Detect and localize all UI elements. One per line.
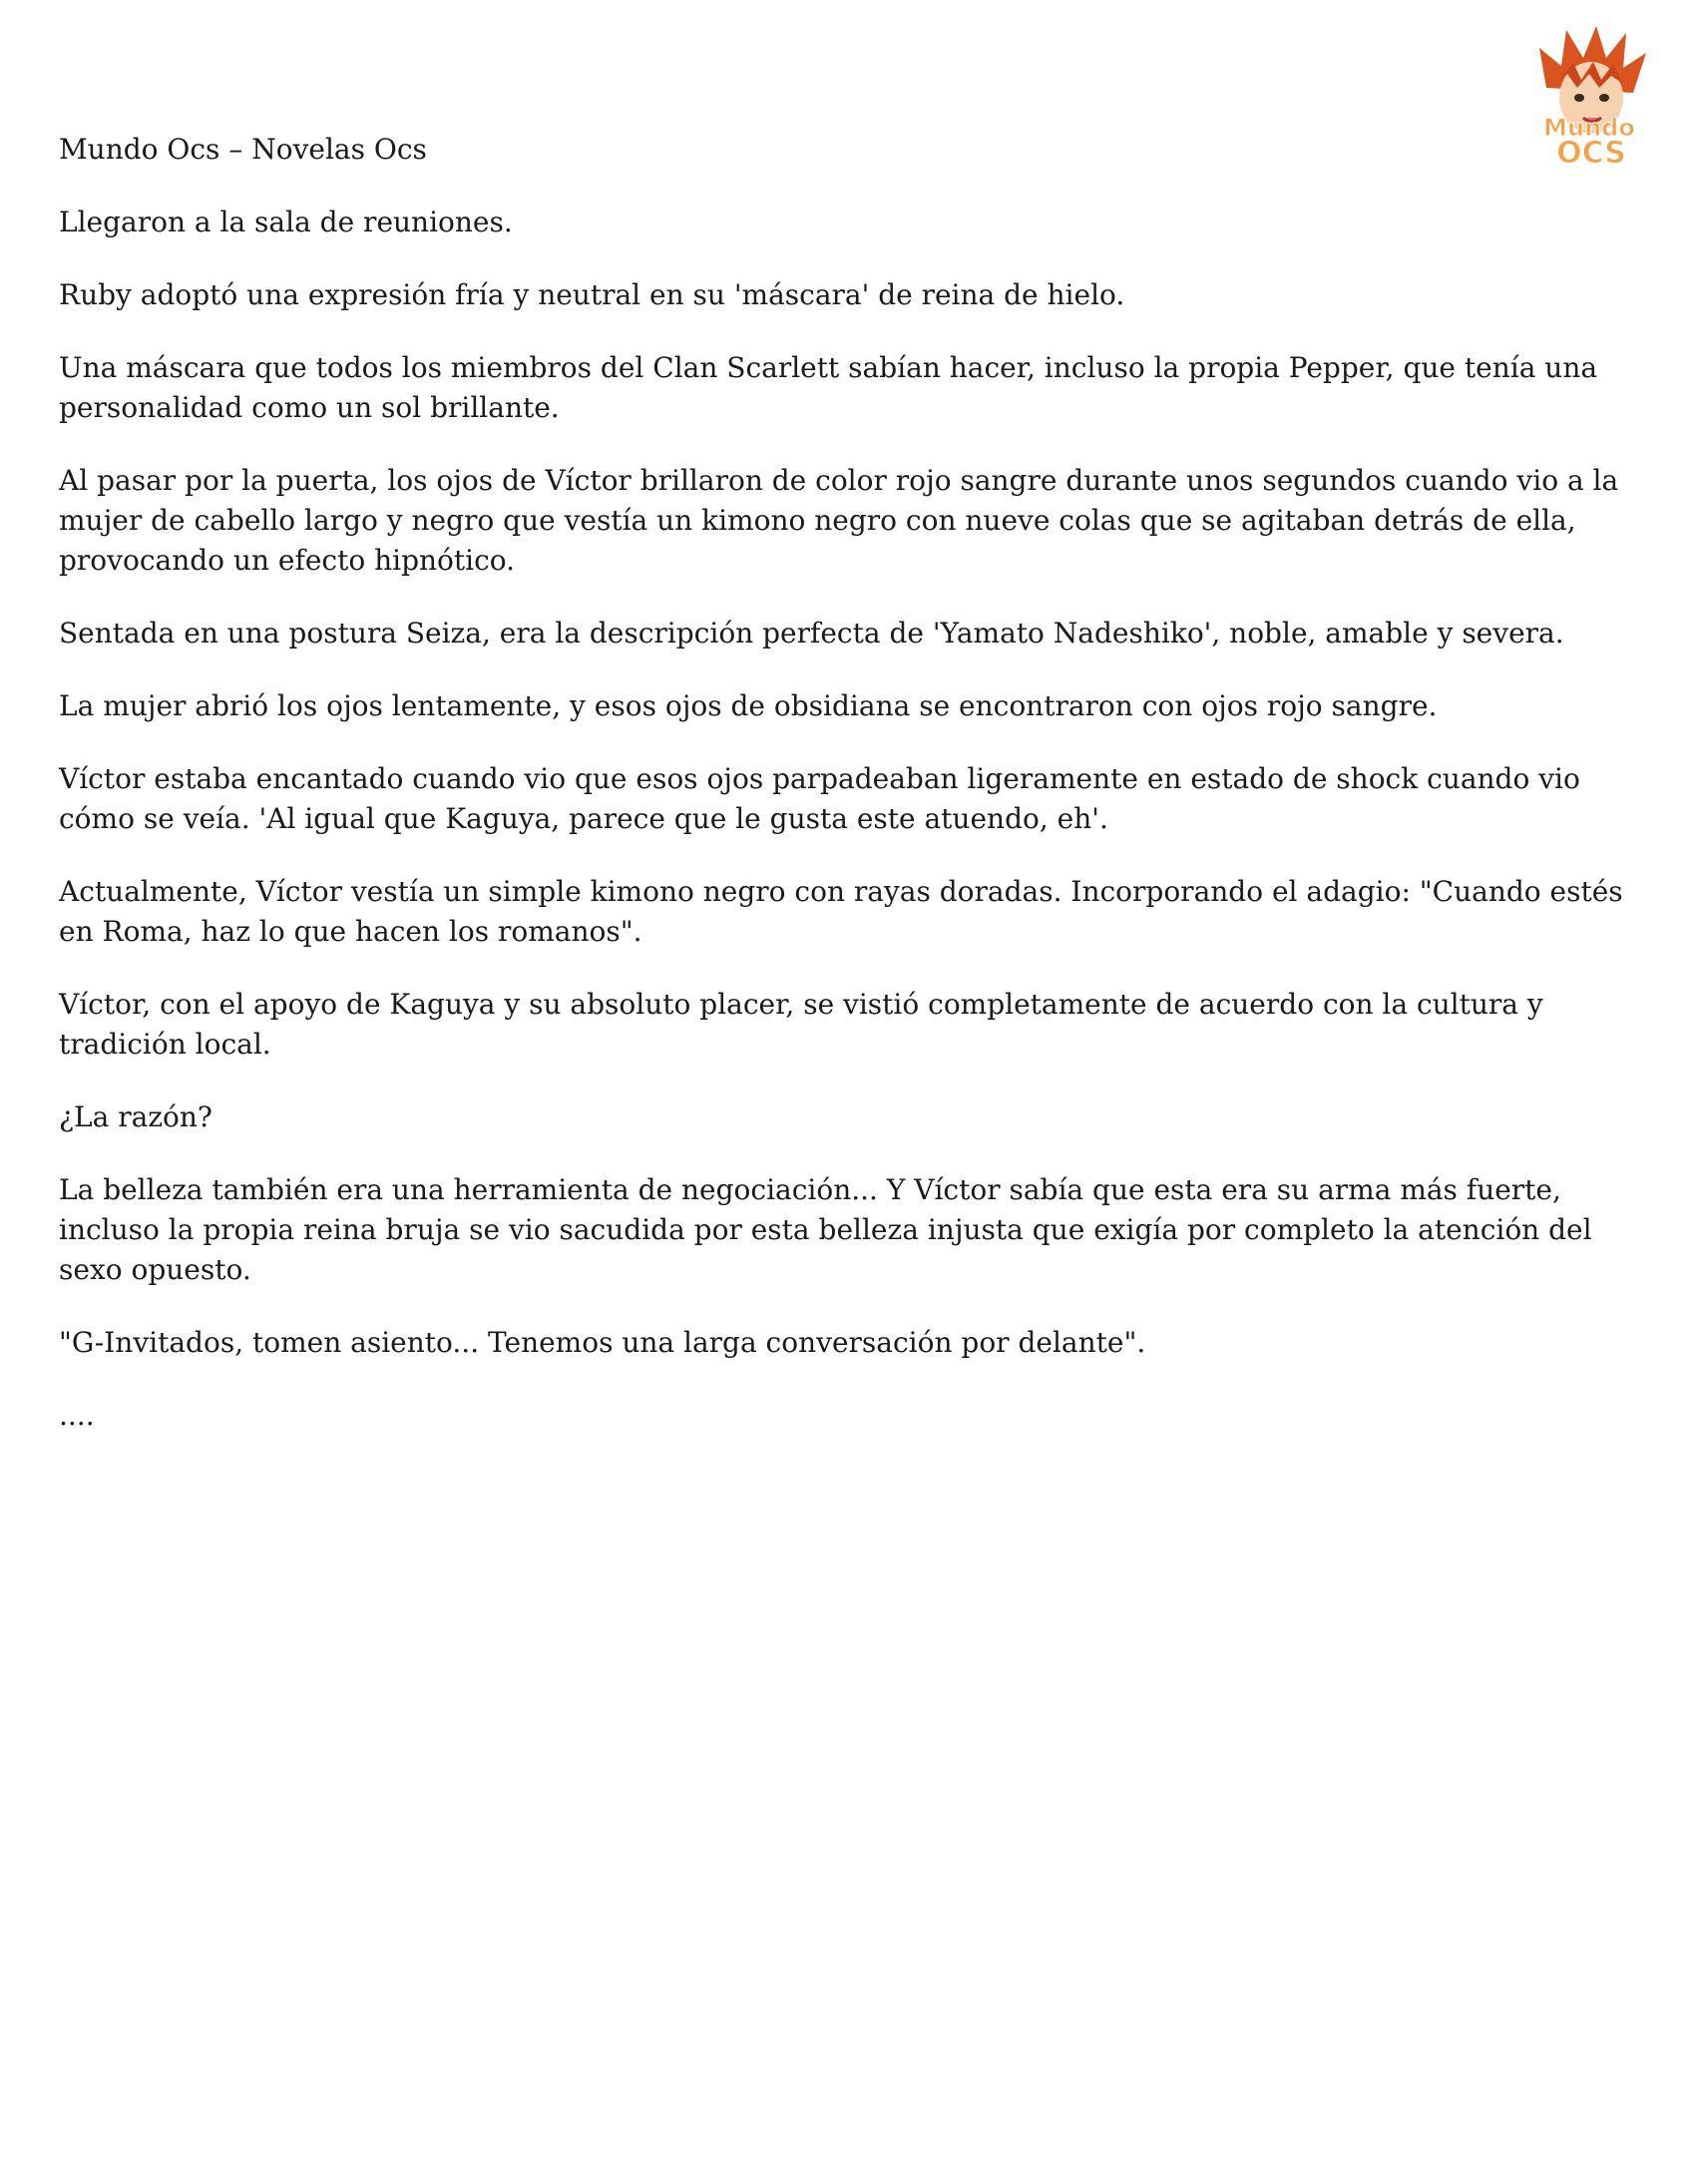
document-body: [59, 130, 1655, 1469]
paragraph: Ruby adoptó una expresión fría y neutral en su 'máscara' de reina de hielo.: [59, 278, 1125, 311]
paragraph: La mujer abrió los ojos lentamente, y esos ojos de obsidiana se encontraron con ojos rojo sangre.: [59, 689, 1438, 722]
paragraph: La belleza también era una herramienta de negociación... Y Víctor sabía que esta era su arma más fuerte, incluso la propia reina bruja se vio sacudida por esta belleza injusta que exigía por completo la atención del sexo opuesto.: [59, 1173, 1592, 1286]
svg-text:Mundo: Mundo: [1543, 114, 1635, 142]
svg-text:OCS: OCS: [1556, 136, 1626, 171]
paragraph: Al pasar por la puerta, los ojos de Víctor brillaron de color rojo sangre durante unos segundos cuando vio a la mujer de cabello largo y negro que vestía un kimono negro con nueve colas que se agitaban detrás de ella, provocando un efecto hipnótico.: [59, 464, 1619, 577]
paragraph: ¿La razón?: [59, 1100, 212, 1133]
paragraph: Una máscara que todos los miembros del Clan Scarlett sabían hacer, incluso la propia Pepper, que tenía una personalidad como un sol brillante.: [59, 351, 1598, 424]
paragraph: Sentada en una postura Seiza, era la descripción perfecta de 'Yamato Nadeshiko', noble, amable y severa.: [59, 617, 1564, 650]
paragraph: Llegaron a la sala de reuniones.: [59, 206, 513, 238]
paragraph: "G-Invitados, tomen asiento... Tenemos una larga conversación por delante".: [59, 1326, 1146, 1359]
paragraph: ....: [59, 1399, 95, 1432]
paragraph: Víctor estaba encantado cuando vio que esos ojos parpadeaban ligeramente en estado de shock cuando vio cómo se veía. 'Al igual que Kaguya, parece que le gusta este atuendo, eh'.: [59, 762, 1580, 835]
paragraph: Víctor, con el apoyo de Kaguya y su absoluto placer, se vistió completamente de acuerdo con la cultura y tradición local.: [59, 988, 1543, 1061]
paragraph: Actualmente, Víctor vestía un simple kimono negro con rayas doradas. Incorporando el adagio: "Cuando estés en Roma, haz lo que hacen los romanos".: [59, 875, 1623, 948]
document-header-title: Mundo Ocs – Novelas Ocs: [59, 133, 427, 166]
